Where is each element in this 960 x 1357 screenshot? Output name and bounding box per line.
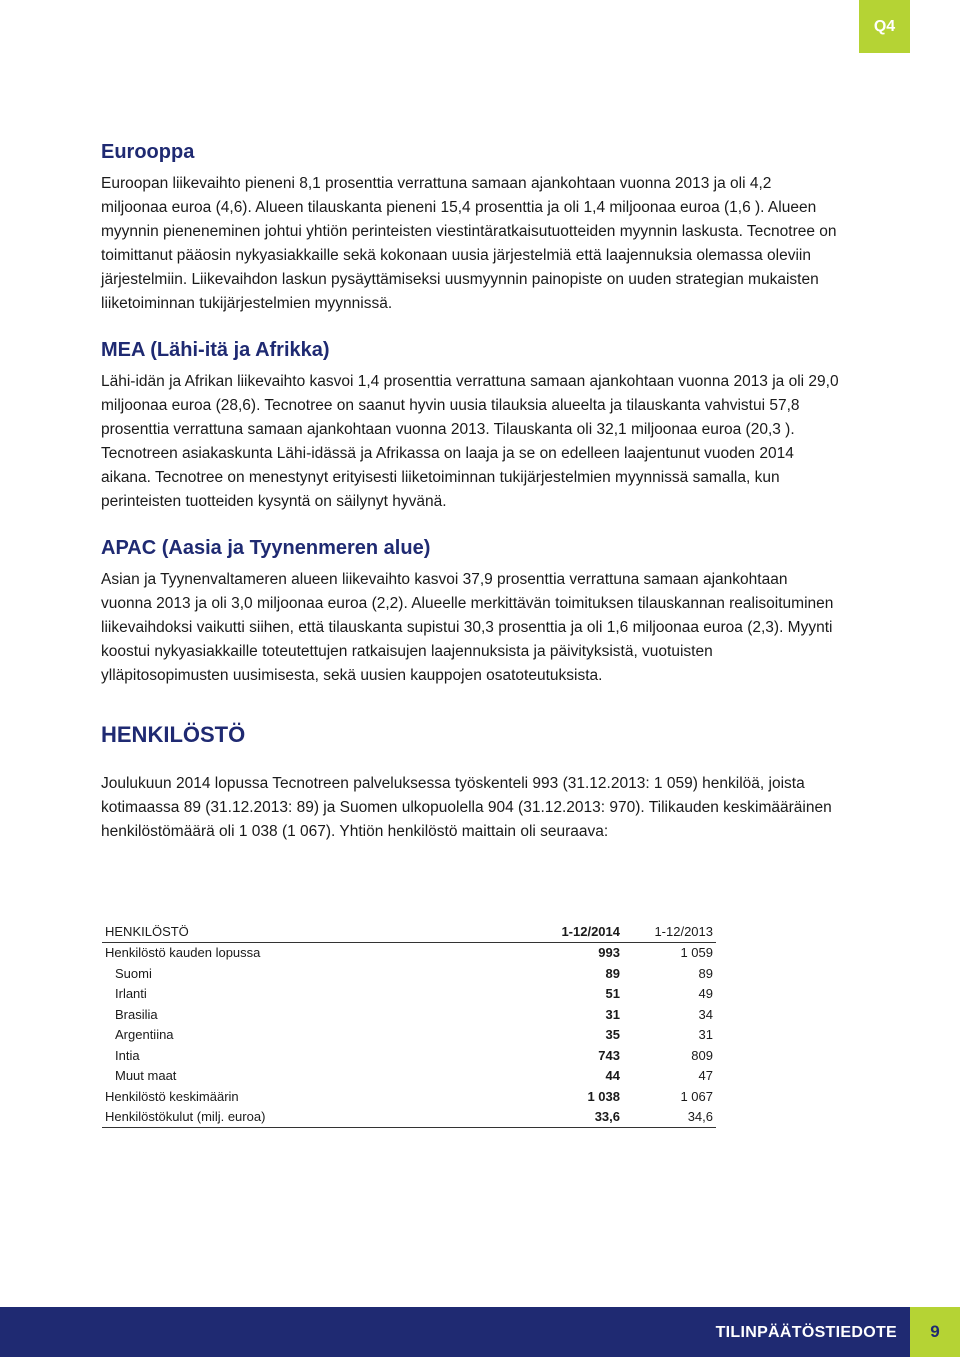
header-2014: 1-12/2014 xyxy=(530,921,623,942)
table-row xyxy=(102,942,716,963)
row-value-2014: 1 038 xyxy=(587,1088,620,1104)
row-value-2014: 44 xyxy=(605,1068,620,1084)
row-value-2014: 89 xyxy=(605,965,620,981)
main-content xyxy=(101,138,841,864)
table-row xyxy=(102,1004,716,1025)
row-value-2013: 34 xyxy=(698,1006,713,1022)
row-value-2014: 33,6 xyxy=(530,1107,623,1128)
row-value-2013: 31 xyxy=(698,1027,713,1043)
row-value-2014: 51 xyxy=(605,986,620,1002)
row-label: Brasilia xyxy=(115,1006,158,1022)
mea-heading: MEA (Lähi-itä ja Afrikka) xyxy=(101,339,330,361)
row-label: Henkilöstökulut (milj. euroa) xyxy=(102,1107,530,1128)
row-value-2014: 993 xyxy=(598,945,620,961)
header-2013: 1-12/2013 xyxy=(623,921,716,942)
mea-body: Lähi-idän ja Afrikan liikevaihto kasvoi 1,4 prosenttia verrattuna samaan ajankohtaan vuonna 2013 ja oli 29,0 miljoonaa euroa (28,6). Tecnotree on saanut hyvin uusia tilauksia alueelta ja tilauskanta vahvistui 57,8 prosenttia verrattuna samaan ajankohtaan vuonna 2013. Tilauskanta oli 32,1 miljoonaa euroa (20,3 ). Tecnotreen asiakaskunta Lähi-idässä ja Afrikassa on laaja ja se on edelleen laajentunut vuoden 2014 aikana. Tecnotree on menestynyt erityisesti liiketoiminnan tukijärjestelmien myynnissä samalla, kun perinteisten tuotteiden kysyntä on säilynyt hyvänä. xyxy=(101,373,839,510)
table-row xyxy=(102,984,716,1005)
row-value-2013: 89 xyxy=(698,965,713,981)
quarter-badge: Q4 xyxy=(859,0,910,53)
page-number: 9 xyxy=(910,1307,960,1357)
row-label: Argentiina xyxy=(115,1027,174,1043)
table-row xyxy=(102,1066,716,1087)
apac-body: Asian ja Tyynenvaltameren alueen liikevaihto kasvoi 37,9 prosenttia verrattuna samaan ajankohtaan vuonna 2013 ja oli 3,0 miljoonaa euroa (2,2). Alueelle merkittävän toimituksen tilauskannan realisoituminen liikevaihdoksi vaikutti siihen, että tilauskanta supistui 30,3 prosenttia ja oli 1,6 miljoonaa euroa (2,3). Myynti koostui nykyasiakkaille toteutettujen ratkaisujen laajennuksista ja päivityksistä, vuotuisten ylläpitosopimusten uusimisesta, sekä uusien kauppojen osatoteutuksista. xyxy=(101,571,834,684)
row-value-2013: 34,6 xyxy=(623,1107,716,1128)
staff-body: Joulukuun 2014 lopussa Tecnotreen palveluksessa työskenteli 993 (31.12.2013: 1 059) henkilöä, joista kotimaassa 89 (31.12.2013: 89) ja Suomen ulkopuolella 904 (31.12.2013: 970). Tilikauden keskimääräinen henkilöstömäärä oli 1 038 (1 067). Yhtiön henkilöstö maittain oli seuraava: xyxy=(101,775,832,840)
row-value-2014: 743 xyxy=(598,1047,620,1063)
footer-bar xyxy=(0,1307,960,1357)
row-label: Intia xyxy=(115,1047,140,1063)
footer-title: TILINPÄÄTÖSTIEDOTE xyxy=(715,1324,897,1341)
table-row xyxy=(102,1107,716,1128)
row-value-2013: 1 067 xyxy=(680,1088,713,1104)
row-label: Henkilöstö kauden lopussa xyxy=(105,945,261,961)
table-row xyxy=(102,1086,716,1107)
row-label: Suomi xyxy=(115,965,152,981)
table-header-row xyxy=(102,921,716,942)
row-value-2014: 35 xyxy=(605,1027,620,1043)
row-value-2014: 31 xyxy=(605,1006,620,1022)
europe-body: Euroopan liikevaihto pieneni 8,1 prosenttia verrattuna samaan ajankohtaan vuonna 2013 ja oli 4,2 miljoonaa euroa (4,6). Alueen tilauskanta pieneni 15,4 prosenttia ja oli 1,4 miljoonaa euroa (1,6 ). Alueen myynnin pieneneminen johtui yhtiön perinteisten viestintäratkaisutuotteiden myynnin laskusta. Tecnotree on toimittanut pääosin nykyasiakkaille sekä kokonaan uusia järjestelmiä että laajennuksia olemassa oleviin järjestelmiin. Liikevaihdon laskun pysäyttämiseksi uusmyynnin painopiste on uuden strategian mukaisten liiketoiminnan tukijärjestelmien myynnissä. xyxy=(101,175,837,312)
apac-heading: APAC (Aasia ja Tyynenmeren alue) xyxy=(101,537,431,559)
table-row xyxy=(102,963,716,984)
row-value-2013: 1 059 xyxy=(680,945,713,961)
row-label: Irlanti xyxy=(115,986,147,1002)
row-value-2013: 809 xyxy=(691,1047,713,1063)
header-label: HENKILÖSTÖ xyxy=(102,921,530,942)
staff-heading: HENKILÖSTÖ xyxy=(101,722,246,747)
row-label: Henkilöstö keskimäärin xyxy=(105,1088,239,1104)
row-label: Muut maat xyxy=(115,1068,177,1084)
europe-heading: Eurooppa xyxy=(101,141,195,163)
row-value-2013: 47 xyxy=(698,1068,713,1084)
table-row xyxy=(102,1045,716,1066)
staff-table xyxy=(102,921,716,1128)
row-value-2013: 49 xyxy=(698,986,713,1002)
table-row xyxy=(102,1025,716,1046)
